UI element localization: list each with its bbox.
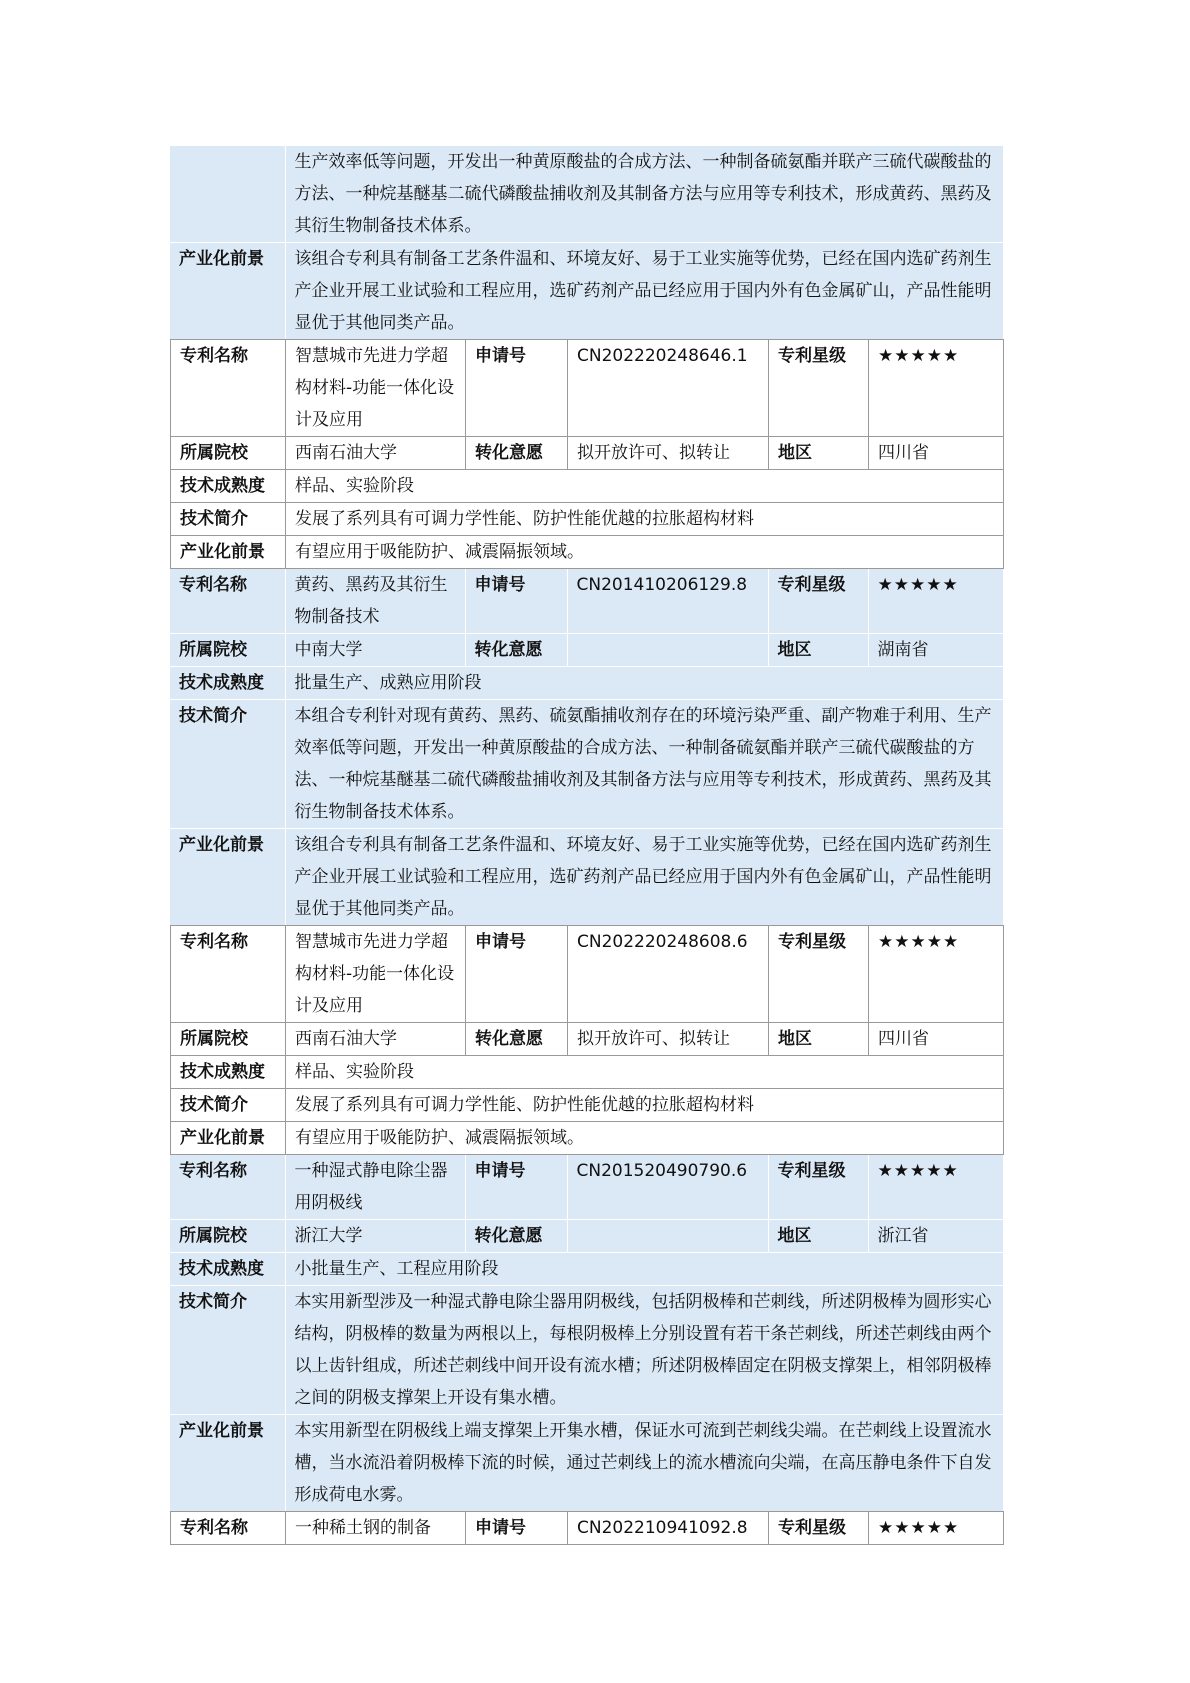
patent-name-value: 一种湿式静电除尘器用阴极线 xyxy=(285,1155,465,1220)
tech-summary-value: 本实用新型涉及一种湿式静电除尘器用阴极线，包括阴极棒和芒刺线，所述阴极棒为圆形实心结构，阴极棒的数量为两根以上，每根阴极棒上分别设置有若干条芒刺线，所述芒刺线由两个以上齿针组成，所述芒刺线中间开设有流水槽；所述阴极棒固定在阴极支撑架上，相邻阴极棒之间的阴极支撑架上开设有集水槽。 xyxy=(285,1286,1003,1415)
table-row xyxy=(170,1220,1003,1253)
field-label: 地区 xyxy=(768,1220,868,1253)
tech-maturity-value: 样品、实验阶段 xyxy=(286,470,1004,503)
table-row xyxy=(170,146,1003,243)
field-label: 产业化前景 xyxy=(171,1122,286,1155)
table-row xyxy=(170,1253,1003,1286)
table-row xyxy=(170,1286,1003,1415)
patent-block xyxy=(170,339,1004,569)
field-label: 专利名称 xyxy=(170,569,285,634)
field-label: 地区 xyxy=(769,1023,869,1056)
patent-block xyxy=(170,1511,1004,1545)
table-row xyxy=(171,536,1004,569)
table-row xyxy=(170,700,1003,829)
application-no-value: CN201520490790.6 xyxy=(567,1155,768,1220)
field-label: 技术成熟度 xyxy=(170,1253,285,1286)
patent-block xyxy=(170,925,1004,1155)
table-row xyxy=(170,1155,1003,1220)
field-label: 技术成熟度 xyxy=(171,470,286,503)
field-label: 产业化前景 xyxy=(171,536,286,569)
table-row xyxy=(171,1056,1004,1089)
patent-block xyxy=(170,569,1003,925)
field-label: 地区 xyxy=(769,437,869,470)
region-value: 四川省 xyxy=(869,437,1004,470)
application-no-value: CN202220248646.1 xyxy=(568,340,769,437)
star-rating: ★★★★★ xyxy=(868,569,1003,634)
application-no-value: CN202220248608.6 xyxy=(568,926,769,1023)
application-no-value: CN202210941092.8 xyxy=(568,1512,769,1545)
table-row xyxy=(170,634,1003,667)
star-rating: ★★★★★ xyxy=(868,1155,1003,1220)
field-label: 所属院校 xyxy=(170,1220,285,1253)
field-label: 技术成熟度 xyxy=(171,1056,286,1089)
table-row xyxy=(171,470,1004,503)
prospect-value: 该组合专利具有制备工艺条件温和、环境友好、易于工业实施等优势，已经在国内选矿药剂生产企业开展工业试验和工程应用，选矿药剂产品已经应用于国内外有色金属矿山，产品性能明显优于其他同类产品。 xyxy=(285,243,1003,340)
table-row xyxy=(171,926,1004,1023)
field-label: 申请号 xyxy=(466,1512,568,1545)
patent-name-value: 黄药、黑药及其衍生物制备技术 xyxy=(285,569,465,634)
prospect-value: 有望应用于吸能防护、减震隔振领域。 xyxy=(286,536,1004,569)
prospect-value: 有望应用于吸能防护、减震隔振领域。 xyxy=(286,1122,1004,1155)
field-label: 技术简介 xyxy=(171,503,286,536)
field-label: 技术成熟度 xyxy=(170,667,285,700)
table-row xyxy=(171,1023,1004,1056)
patent-block-continued xyxy=(170,146,1003,339)
application-no-value: CN201410206129.8 xyxy=(567,569,768,634)
region-value: 浙江省 xyxy=(868,1220,1003,1253)
star-rating: ★★★★★ xyxy=(869,340,1004,437)
field-label: 转化意愿 xyxy=(465,1220,567,1253)
tech-maturity-value: 批量生产、成熟应用阶段 xyxy=(285,667,1003,700)
university-value: 浙江大学 xyxy=(285,1220,465,1253)
field-label: 专利星级 xyxy=(768,569,868,634)
transfer-intent-value xyxy=(567,634,768,667)
transfer-intent-value: 拟开放许可、拟转让 xyxy=(568,437,769,470)
field-label: 申请号 xyxy=(465,1155,567,1220)
patent-block xyxy=(170,1155,1003,1511)
field-label: 技术简介 xyxy=(170,1286,285,1415)
table-row xyxy=(171,437,1004,470)
field-label: 申请号 xyxy=(465,569,567,634)
field-label: 产业化前景 xyxy=(170,829,285,926)
field-label xyxy=(170,146,285,243)
table-row xyxy=(171,503,1004,536)
region-value: 湖南省 xyxy=(868,634,1003,667)
university-value: 西南石油大学 xyxy=(286,437,466,470)
patent-name-value: 一种稀土钢的制备 xyxy=(286,1512,466,1545)
field-label: 专利星级 xyxy=(769,1512,869,1545)
field-label: 地区 xyxy=(768,634,868,667)
field-label: 专利名称 xyxy=(170,1155,285,1220)
table-row xyxy=(170,569,1003,634)
field-label: 申请号 xyxy=(466,340,568,437)
table-row xyxy=(171,1089,1004,1122)
patent-list-page xyxy=(170,146,1003,1545)
field-label: 产业化前景 xyxy=(170,243,285,340)
tech-summary-value: 发展了系列具有可调力学性能、防护性能优越的拉胀超构材料 xyxy=(286,1089,1004,1122)
prospect-value: 本实用新型在阴极线上端支撑架上开集水槽，保证水可流到芒刺线尖端。在芒刺线上设置流水槽，当水流沿着阴极棒下流的时候，通过芒刺线上的流水槽流向尖端，在高压静电条件下自发形成荷电水雾。 xyxy=(285,1415,1003,1512)
field-label: 专利星级 xyxy=(769,926,869,1023)
region-value: 四川省 xyxy=(869,1023,1004,1056)
tech-summary-value: 生产效率低等问题，开发出一种黄原酸盐的合成方法、一种制备硫氨酯并联产三硫代碳酸盐的方法、一种烷基醚基二硫代磷酸盐捕收剂及其制备方法与应用等专利技术，形成黄药、黑药及其衍生物制备技术体系。 xyxy=(285,146,1003,243)
field-label: 专利星级 xyxy=(768,1155,868,1220)
transfer-intent-value: 拟开放许可、拟转让 xyxy=(568,1023,769,1056)
field-label: 所属院校 xyxy=(170,634,285,667)
field-label: 转化意愿 xyxy=(465,634,567,667)
tech-maturity-value: 小批量生产、工程应用阶段 xyxy=(285,1253,1003,1286)
table-row xyxy=(170,243,1003,340)
university-value: 西南石油大学 xyxy=(286,1023,466,1056)
table-row xyxy=(171,1512,1004,1545)
field-label: 技术简介 xyxy=(171,1089,286,1122)
patent-name-value: 智慧城市先进力学超构材料-功能一体化设计及应用 xyxy=(286,340,466,437)
field-label: 专利名称 xyxy=(171,1512,286,1545)
tech-summary-value: 本组合专利针对现有黄药、黑药、硫氨酯捕收剂存在的环境污染严重、副产物难于利用、生产效率低等问题，开发出一种黄原酸盐的合成方法、一种制备硫氨酯并联产三硫代碳酸盐的方法、一种烷基醚基二硫代磷酸盐捕收剂及其制备方法与应用等专利技术，形成黄药、黑药及其衍生物制备技术体系。 xyxy=(285,700,1003,829)
field-label: 转化意愿 xyxy=(466,437,568,470)
field-label: 所属院校 xyxy=(171,437,286,470)
table-row xyxy=(171,340,1004,437)
field-label: 专利星级 xyxy=(769,340,869,437)
transfer-intent-value xyxy=(567,1220,768,1253)
patent-name-value: 智慧城市先进力学超构材料-功能一体化设计及应用 xyxy=(286,926,466,1023)
tech-maturity-value: 样品、实验阶段 xyxy=(286,1056,1004,1089)
table-row xyxy=(170,667,1003,700)
field-label: 专利名称 xyxy=(171,340,286,437)
prospect-value: 该组合专利具有制备工艺条件温和、环境友好、易于工业实施等优势，已经在国内选矿药剂生产企业开展工业试验和工程应用，选矿药剂产品已经应用于国内外有色金属矿山，产品性能明显优于其他同类产品。 xyxy=(285,829,1003,926)
university-value: 中南大学 xyxy=(285,634,465,667)
field-label: 所属院校 xyxy=(171,1023,286,1056)
field-label: 技术简介 xyxy=(170,700,285,829)
field-label: 专利名称 xyxy=(171,926,286,1023)
field-label: 转化意愿 xyxy=(466,1023,568,1056)
table-row xyxy=(170,1415,1003,1512)
field-label: 申请号 xyxy=(466,926,568,1023)
table-row xyxy=(171,1122,1004,1155)
star-rating: ★★★★★ xyxy=(869,926,1004,1023)
field-label: 产业化前景 xyxy=(170,1415,285,1512)
table-row xyxy=(170,829,1003,926)
star-rating: ★★★★★ xyxy=(869,1512,1004,1545)
tech-summary-value: 发展了系列具有可调力学性能、防护性能优越的拉胀超构材料 xyxy=(286,503,1004,536)
